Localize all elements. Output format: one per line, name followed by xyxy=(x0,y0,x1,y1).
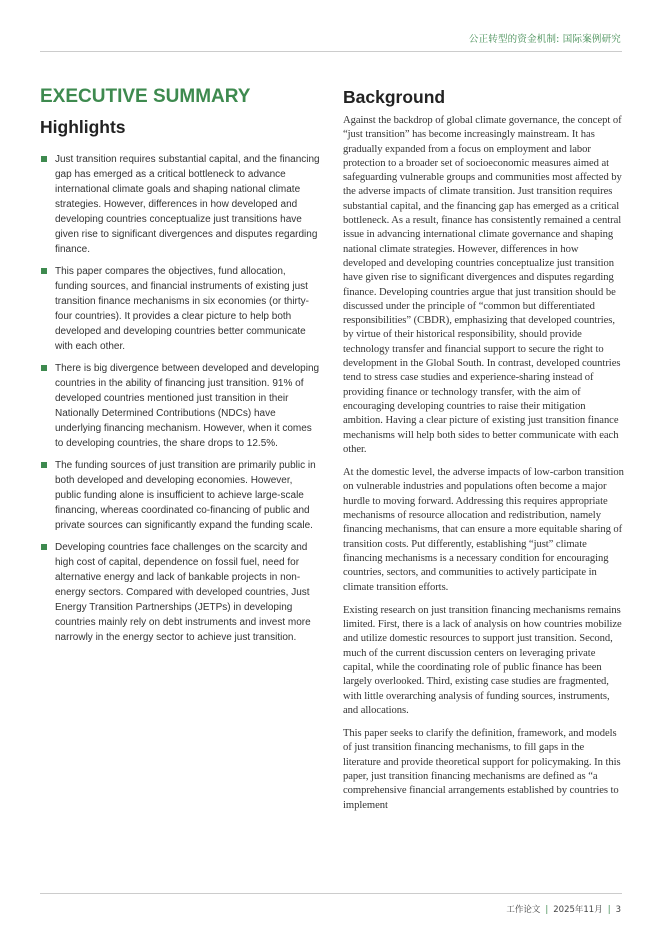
highlight-text: There is big divergence between developed and developing countries in the ability of financing just transition. 91% of developed countries mentioned just transition in their Nationally Determined Contributions (NDCs) have underlying financing mechanism. However, when it comes to developing countries, the share drops to 12.5%. xyxy=(55,363,320,449)
page-footer xyxy=(506,903,621,915)
footer-divider xyxy=(40,893,622,894)
highlight-text: The funding sources of just transition are primarily public in both developed and developing economies. However, public funding alone is insufficient to achieve large-scale financing, whereas coordinated co-financing of public and private sources can significantly expand the funding scale. xyxy=(55,460,316,531)
highlight-item xyxy=(40,361,320,451)
highlights-list xyxy=(40,152,320,645)
footer-separator: | xyxy=(607,905,611,915)
background-heading: Background xyxy=(343,87,446,107)
highlight-item xyxy=(40,540,320,645)
header-divider xyxy=(40,51,622,52)
body-paragraph: This paper seeks to clarify the definition, framework, and models of just transition financing mechanisms, to fill gaps in the literature and provide theoretical support for policymaking. In this paper, just transition financing mechanisms are defined as “a comprehensive financial arrangements established by countries to implement xyxy=(343,728,621,811)
footer-date: 2025年11月 xyxy=(553,905,603,915)
square-bullet-icon xyxy=(41,462,47,468)
page-number: 3 xyxy=(615,905,621,915)
highlight-item xyxy=(40,264,320,354)
body-paragraph: Existing research on just transition financing mechanisms remains limited. First, there is a lack of analysis on how countries mobilize and utilize domestic resources to support just transition. Second, much of the current discussion centers on leveraging private capital, while the coordinating role of public finance has been largely overlooked. Third, existing case studies are fragmented, with little overarching analysis of funding sources, instruments, and allocations. xyxy=(343,604,622,716)
highlight-item xyxy=(40,152,320,257)
highlight-text: Developing countries face challenges on the scarcity and high cost of capital, dependence on fossil fuel, need for alternative energy and lack of bankable projects in non-energy sectors. Compared with developed countries, Just Energy Transition Partnerships (JETPs) in developing countries mainly rely on debt instruments and invest more narrowly in the energy sector to achieve just transition. xyxy=(55,542,311,643)
body-paragraph: Against the backdrop of global climate governance, the concept of “just transition” has become increasingly mainstream. It has gradually expanded from a focus on employment and labor protection to a broader set of socioeconomic measures aimed at safeguarding vulnerable groups and communities most affected by the adverse impacts of climate transition. Just transition requires substantial capital, and the financing gap has emerged as a critical bottleneck. As a result, finance has consistently remained a central issue in advancing international climate governance and shaping national climate strategies. However, differences in how developed and developing countries conceptualize just transition have given rise to significant divergences and disputes regarding finance. Developing countries argue that just transition should be discussed under the principle of “common but differentiated responsibilities” (CBDR), emphasizing that developed countries, by virtue of their historical responsibility, should provide technology transfer and financial support to secure the right to development in the Global South. In contrast, developed countries tend to stress case studies and experience-sharing instead of providing finance or technology transfer, with the aim of encouraging developing countries to raise their mitigation ambition. Having a clear picture of existing just transition finance mechanisms will help both sides to better communicate with each other. xyxy=(343,115,622,455)
highlight-text: This paper compares the objectives, fund allocation, funding sources, and financial instruments of existing just transition finance mechanisms in six economies (or thirty-four countries). It provides a clear picture to help both developed and developing countries better communicate with each other. xyxy=(55,266,309,352)
square-bullet-icon xyxy=(41,544,47,550)
square-bullet-icon xyxy=(41,365,47,371)
executive-summary-column xyxy=(40,86,320,652)
running-header-title: 公正转型的资金机制: 国际案例研究 xyxy=(468,34,621,45)
body-paragraph: At the domestic level, the adverse impacts of low-carbon transition on vulnerable industries and populations often become a major hurdle to moving forward. Addressing this requires appropriate mechanisms of resource allocation and redistribution, namely financing mechanisms, that can ensure a more equitable sharing of transition costs. Put differently, establishing “just” climate financing mechanisms is a necessary condition for encouraging countries, sectors, and communities to actively participate in climate transition efforts. xyxy=(343,467,624,593)
square-bullet-icon xyxy=(41,268,47,274)
footer-separator: | xyxy=(545,905,549,915)
square-bullet-icon xyxy=(41,156,47,162)
footer-label: 工作论文 xyxy=(506,905,541,915)
highlights-heading: Highlights xyxy=(40,117,126,137)
highlight-text: Just transition requires substantial capital, and the financing gap has emerged as a critical bottleneck to advance international climate goals and shaping national climate strategies. However, differences in how developed and developing countries conceptualize just transitions have given rise to significant divergences and disputes regarding finance. xyxy=(55,154,320,255)
background-column xyxy=(343,86,624,822)
highlight-item xyxy=(40,458,320,533)
section-title: EXECUTIVE SUMMARY xyxy=(40,86,251,107)
